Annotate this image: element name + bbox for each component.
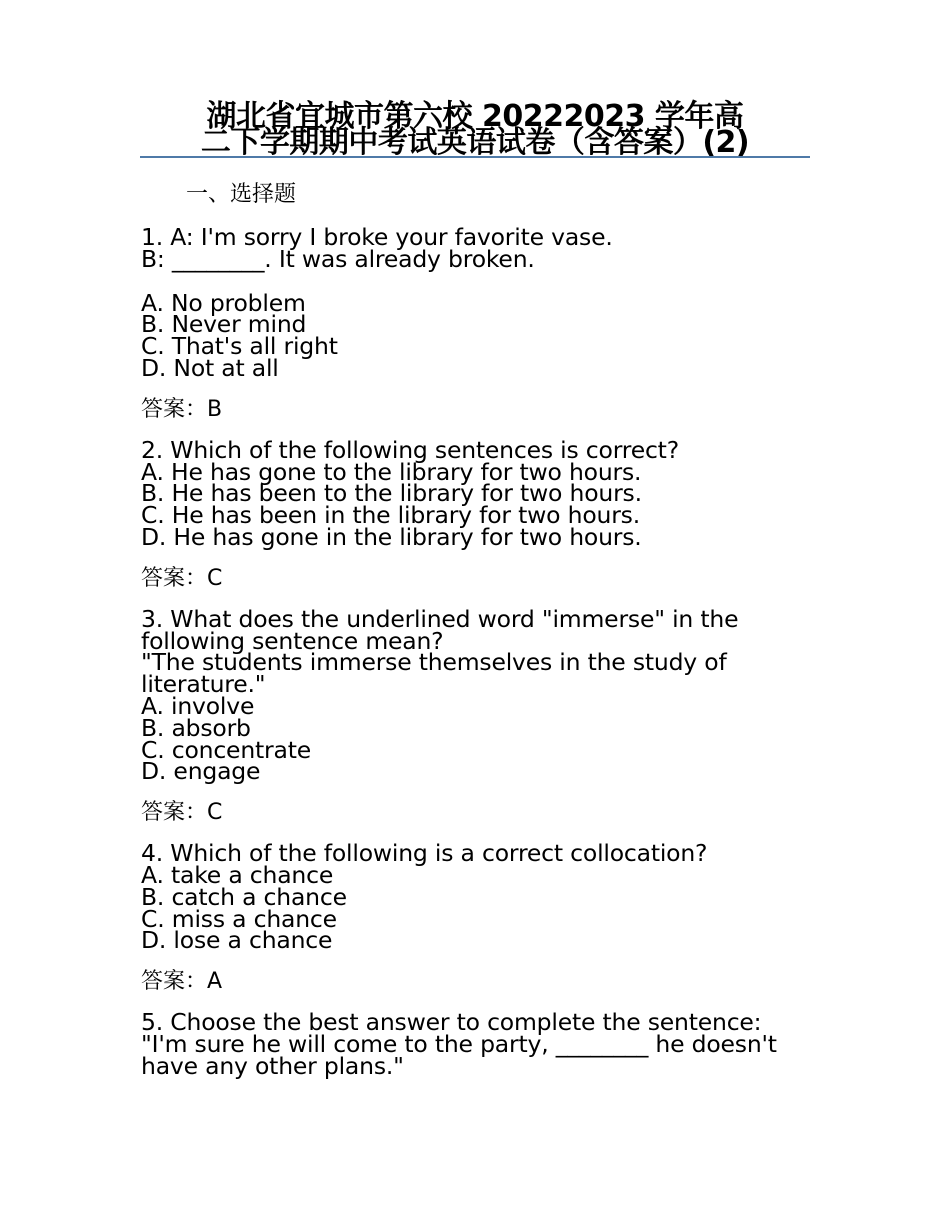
question-text: "The students immerse themselves in the study of bbox=[141, 648, 727, 677]
question-text: 3. What does the underlined word "immerse" in the bbox=[141, 604, 739, 633]
option-c: C. That's all right bbox=[141, 332, 338, 361]
question-text: 1. A: I'm sorry I broke your favorite vase. bbox=[141, 223, 613, 251]
option-d: D. Not at all bbox=[141, 353, 279, 382]
question-4 bbox=[141, 839, 821, 955]
option-a: A. He has gone to the library for two hours. bbox=[141, 457, 642, 486]
option-d: D. lose a chance bbox=[141, 926, 333, 955]
option-d: D. engage bbox=[141, 757, 261, 786]
answer-1: 答案：B bbox=[141, 396, 223, 422]
option-b: B. catch a chance bbox=[141, 882, 347, 911]
title-line-1: 湖北省宜城市第六校 20222023 学年高 bbox=[206, 99, 744, 134]
option-d: D. He has gone in the library for two hours. bbox=[141, 522, 642, 551]
question-text: 5. Choose the best answer to complete the sentence: bbox=[141, 1008, 762, 1037]
question-text: have any other plans." bbox=[141, 1051, 404, 1080]
question-text: literature." bbox=[141, 670, 266, 699]
question-text: 4. Which of the following is a correct collocation? bbox=[141, 839, 708, 868]
option-a: A. involve bbox=[141, 691, 255, 720]
question-1 bbox=[141, 223, 821, 273]
answer-2: 答案：C bbox=[141, 565, 223, 591]
question-2 bbox=[141, 435, 821, 551]
question-1-options bbox=[141, 288, 821, 382]
option-c: C. miss a chance bbox=[141, 904, 337, 933]
answer-4: 答案：A bbox=[141, 969, 223, 995]
answer-3: 答案：C bbox=[141, 800, 223, 826]
question-text: B: ________. It was already broken. bbox=[141, 244, 535, 273]
question-3 bbox=[141, 604, 821, 786]
title-line-2: 二下学期期中考试英语试卷（含答案）(2) bbox=[200, 125, 750, 160]
question-text: 2. Which of the following sentences is correct? bbox=[141, 435, 679, 464]
option-b: B. He has been to the library for two hours. bbox=[141, 479, 642, 508]
option-a: A. No problem bbox=[141, 288, 306, 317]
question-5 bbox=[141, 1008, 821, 1080]
question-text: following sentence mean? bbox=[141, 626, 444, 655]
option-a: A. take a chance bbox=[141, 860, 334, 889]
question-text: "I'm sure he will come to the party, ________ he doesn't bbox=[141, 1029, 777, 1058]
option-b: B. absorb bbox=[141, 713, 251, 742]
document-title bbox=[140, 99, 810, 160]
option-c: C. concentrate bbox=[141, 735, 311, 764]
question-list bbox=[141, 223, 821, 1100]
section-heading: 一、选择题 bbox=[186, 182, 297, 207]
option-c: C. He has been in the library for two hours. bbox=[141, 501, 640, 530]
option-b: B. Never mind bbox=[141, 310, 307, 339]
